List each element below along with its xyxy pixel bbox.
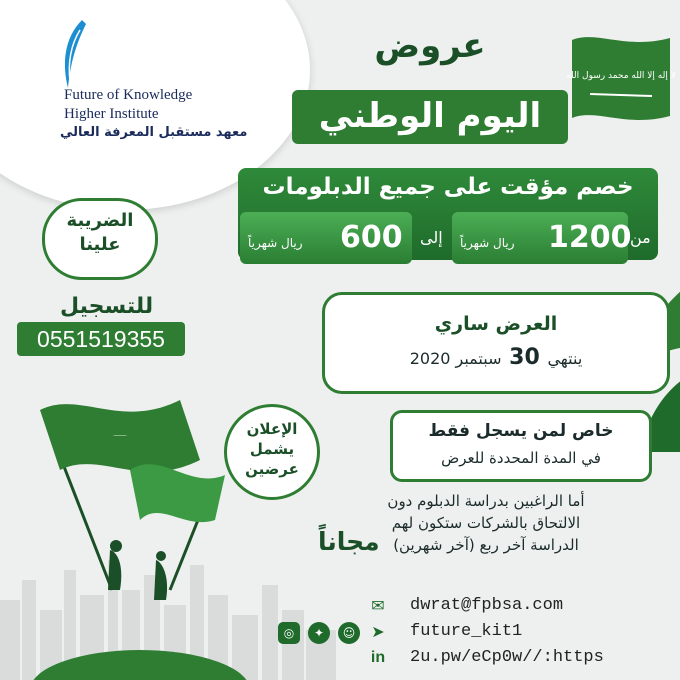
tax-line-2: علينا <box>79 234 121 255</box>
saudi-flag-icon <box>566 30 676 126</box>
instagram-icon[interactable]: ◎ <box>278 622 300 644</box>
to-word: إلى <box>420 228 443 247</box>
contact-handle[interactable]: future_kit1 <box>410 622 523 641</box>
twitter-icon[interactable]: ✦ <box>308 622 330 644</box>
free-line-1: أما الراغبين بدراسة الدبلوم دون <box>387 492 585 510</box>
offer-day: 30 <box>509 345 540 370</box>
free-line-3: الدراسة آخر ربع (آخر شهرين) <box>393 536 579 554</box>
register-label: للتسجيل <box>60 294 154 319</box>
from-word: من <box>630 228 651 247</box>
free-word: مجاناً <box>318 527 380 556</box>
special-line-1: خاص لمن يسجل فقط <box>428 421 614 441</box>
quill-logo-icon <box>60 18 88 90</box>
offer-date-prefix: ينتهي <box>547 349 583 368</box>
tax-line-1: الضريبة <box>66 210 134 231</box>
ad-note-badge <box>224 404 320 500</box>
logo-line-1: Future of Knowledge <box>64 87 193 103</box>
email-icon: ✉ <box>371 596 385 615</box>
linkedin-icon[interactable]: in <box>370 649 386 666</box>
ad-line-2: يشمل <box>249 440 295 458</box>
offer-validity-box <box>322 292 670 394</box>
special-offer-box <box>390 410 652 482</box>
price-to-pill <box>240 212 412 264</box>
ad-line-1: الإعلان <box>246 420 298 438</box>
price-to-value: 600 <box>340 220 403 255</box>
offer-end-date <box>325 345 667 370</box>
contact-url[interactable]: 2u.pw/eCp0w//:https <box>410 648 604 667</box>
logo-arabic-name: معهد مستقبل المعرفة العالي <box>60 125 248 140</box>
snapchat-icon[interactable]: ☺ <box>338 622 360 644</box>
price-from-unit: ريال شهرياً <box>460 236 515 250</box>
telegram-icon[interactable]: ➤ <box>371 622 385 641</box>
discount-headline: خصم مؤقت على جميع الدبلومات <box>262 174 634 200</box>
tax-badge <box>42 198 158 280</box>
logo-english-name <box>64 86 192 124</box>
ad-line-3: عرضين <box>245 460 299 478</box>
title-offers: عروض <box>374 26 486 66</box>
price-from-value: 1200 <box>548 220 632 255</box>
special-line-2: في المدة المحددة للعرض <box>441 449 601 467</box>
title-national-day: اليوم الوطني <box>292 90 568 144</box>
waving-flags-illustration <box>20 380 230 630</box>
flag-inscription: لا إله إلا الله محمد رسول الله <box>566 71 676 81</box>
offer-month-year: سبتمبر 2020 <box>409 349 502 368</box>
price-from-pill <box>452 212 632 264</box>
logo-line-2: Higher Institute <box>64 106 159 122</box>
phone-number[interactable]: 0551519355 <box>17 322 185 356</box>
free-line-2: الالتحاق بالشركات ستكون لهم <box>391 514 581 532</box>
price-to-unit: ريال شهرياً <box>248 236 303 250</box>
contact-email[interactable]: dwrat@fpbsa.com <box>410 596 564 615</box>
offer-title: العرض ساري <box>434 313 558 335</box>
flag-left-inscription: ⸺ <box>113 431 127 440</box>
